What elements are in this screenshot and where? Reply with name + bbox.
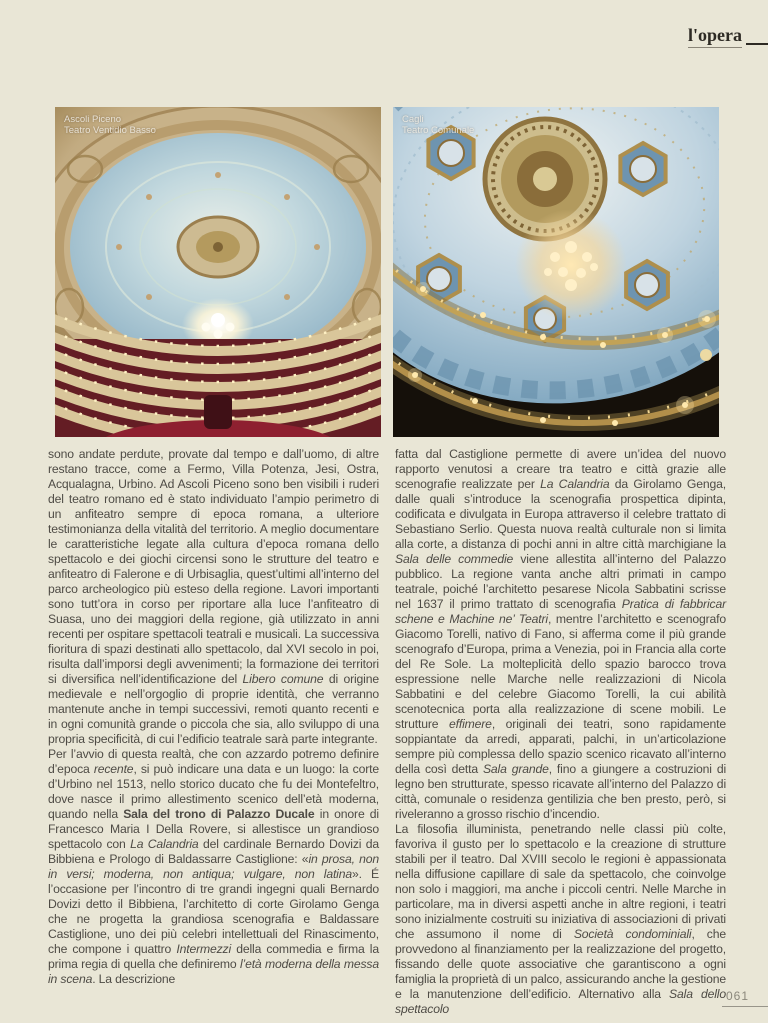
header-rule: [746, 43, 768, 45]
theater-ceiling-illustration: [393, 107, 719, 437]
photo-caption: [402, 114, 474, 136]
theater-interior-illustration: [55, 107, 381, 437]
photo-venue: Teatro Ventidio Basso: [64, 125, 156, 136]
photo-teatro-ventidio-basso: [55, 107, 381, 437]
footer-rule: [722, 1006, 768, 1007]
photo-venue: Teatro Comunale: [402, 125, 475, 136]
article-body: [48, 447, 726, 1017]
page-footer: [722, 989, 768, 1007]
masthead: [688, 26, 768, 48]
article-column-right: fatta dal Castiglione permette di avere un’idea del nuovo rapporto venutosi a creare tra teatro e città grazie alle scenografie realizzate per La Calandria da Girolamo Genga, dalle quali s’introduce la scenografia prospettica dipinta, codificata e divulgata in Europa attraverso il celebre trattato di Sebastiano Serlio. Questa nuova realtà culturale non si limita alla corte, a distanza di pochi anni in altre città marchigiane la Sala delle commedie viene allestita all’interno del Palazzo pubblico. La regione vanta anche altri primati in campo teatrale, poiché l’architetto pesarese Nicola Sabbatini scrisse nel 1637 il primo trattato di scenografia Pratica di fabbricar schene e Machine ne’ Teatri, mentre l’architetto e scenografo Giacomo Torelli, nativo di Fano, si afferma come il più grande scenografo d’Europa, prima a Venezia, poi in Francia alla corte del Re Sole. La molteplicità dello spazio barocco trova espressione nelle Marche nelle realizzazioni di Nicola Sabbatini e del celebre Giacomo Torelli, la cui abilità scenotecnica porta alla realizzazione di scene mobili. Le strutture effimere, originali dei teatri, sono rapidamente soppiantate da arredi, apparati, palchi, in un’articolazione sempre più complessa dello spazio scenico ricavato all’interno della così detta Sala grande, fino a giungere a costruzioni di legno ben strutturate, spesso ricavate all’interno del Palazzo di città, comunale o residenza gentilizia che ben presto, però, si riveleranno a grosso rischio d’incendio. La filosofia illuminista, penetrando nelle classi più colte, favoriva il gusto per lo spettacolo e la creazione di strutture stabili per il teatro. Dal XVIII secolo le regioni è appassionata nella diffusione capillare di sale da spettacolo, che coinvolge non solo i maggiori, ma anche i piccoli centri. Nelle Marche in particolare, ma in diversi aspetti anche in altre regioni, i teatri sono inizialmente costruiti su iniziativa di associazioni di privati che assumono il nome di Società condominiali, che provvedono al finanziamento per la realizzazione del progetto, fissando delle quote associative che garantiscono a ogni famiglia la proprietà di un palco, assicurando anche la gestione e la manutenzione dell’edificio. Alternativo alla Sala dello spettacolo: [395, 447, 726, 1016]
photo-caption: [64, 114, 156, 136]
article-column-left: sono andate perdute, provate dal tempo e dall’uomo, di altre restano tracce, come a Fermo, Villa Potenza, Jesi, Ostra, Acqualagna, Urbino. Ad Ascoli Piceno sono ben visibili i ruderi del teatro romano ed è stato individuato l’ampio perimetro di un anfiteatro sempre di epoca romana, a ulteriore testimonianza della vitalità del territorio. A meglio documentare le caratteristiche legate alla cultura d’epoca romana dello spettacolo e dei giochi circensi sono le strutture del teatro e anfiteatro di Falerone e di Urbisaglia, quest’ultimi all’interno del parco archeologico più esteso della regione. Lavori importanti sono tutt’ora in corso per riportare alla luce l’anfiteatro di Suasa, uno dei maggiori della regione, già utilizzato in anni recenti per ospitare spettacoli teatrali e musicali. La successiva fioritura di spazi destinati allo spettacolo, dal XVI secolo in poi, risulta dall’imporsi degli avvenimenti; la formazione dei territori si diversifica nell’identificazione del Libero comune di origine medievale e nell’orgoglio di proprie identità, che verranno mantenute anche in tempi successivi, remoti quanto recenti e in ogni comunità grande o piccola che sia, allo sviluppo di una propria specificità, di cui l’edificio teatrale sarà parte integrante. Per l’avvio di questa realtà, che con azzardo potremo definire d’epoca recente, si può indicare una data e un luogo: la corte d’Urbino nel 1513, nello storico ducato che fu dei Montefeltro, dove nasce il primo allestimento scenico dell’età moderna, quando nella Sala del trono di Palazzo Ducale in onore di Francesco Maria I Della Rovere, si allestisce un grandioso spettacolo con La Calandria del cardinale Bernardo Dovizi da Bibbiena e Prologo di Baldassarre Castiglione: «in prosa, non in versi; moderna, non antiqua; vulgare, non latina». É l’occasione per l’incontro di tre grandi ingegni quali Bernardo Dovizi detto il Bibbiena, l’architetto di corte Girolamo Genga che ne progetta la grandiosa scenografia e Baldassare Castiglione, uno dei più celebri intellettuali del Rinascimento, che compone i quattro Intermezzi della commedia e firma la prima regia di quella che definiremo l’età moderna della messa in scena. La descrizione: [48, 447, 379, 986]
page-number: 061: [726, 989, 750, 1003]
photo-teatro-comunale: [393, 107, 719, 437]
section-title: l'opera: [688, 26, 742, 48]
photo-location: Cagli: [402, 114, 424, 125]
photo-location: Ascoli Piceno: [64, 114, 122, 125]
